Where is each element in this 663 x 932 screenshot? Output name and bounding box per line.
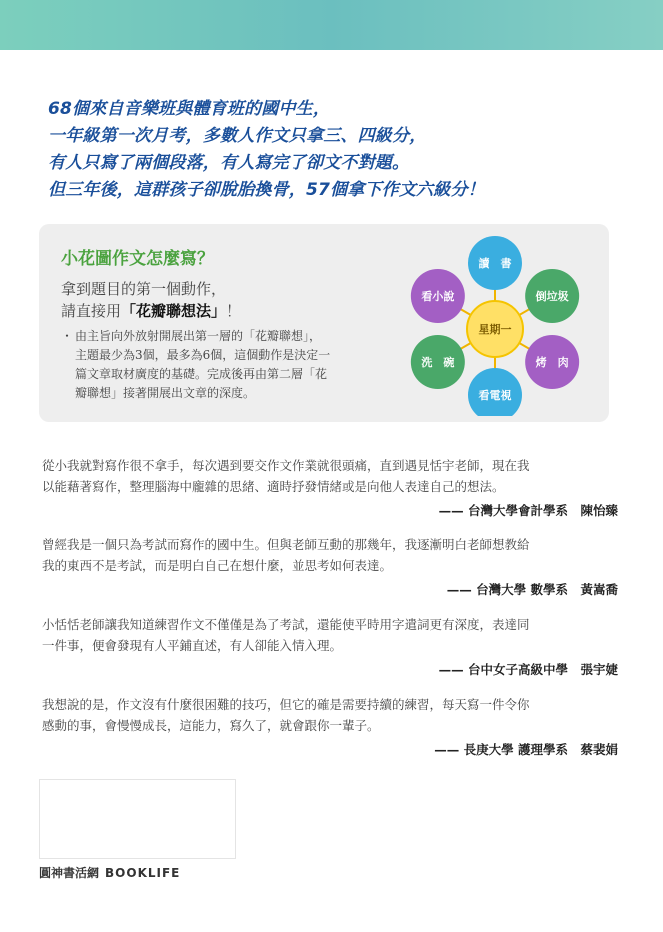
petal-label: 看小說 (421, 290, 455, 303)
testimonial-line: 小恬恬老師讓我知道練習作文不僅僅是為了考試，還能使平時用字遣詞更有深度，表達同 (42, 617, 530, 632)
petal-label: 烤 肉 (535, 356, 569, 369)
testimonial-line: 從小我就對寫作很不拿手，每次遇到要交作文作業就很頭痛，直到遇見恬宇老師，現在我 (42, 458, 530, 473)
testimonial-line: 我的東西不是考試，而是明白自己在想什麼，並思考如何表達。 (42, 558, 393, 573)
headline-line: 但三年後，這群孩子卻脫胎換骨，57個拿下作文六級分！ (48, 180, 485, 200)
panel-body-line: 主題最少為3個，最多為6個，這個動作是決定一 (75, 348, 331, 362)
testimonial-line: 一件事，便會發現有人平鋪直述，有人卻能入情入理。 (42, 638, 343, 653)
footer-logo[interactable] (39, 864, 180, 881)
petal-diagram (400, 236, 590, 416)
petal-label: 讀 書 (478, 257, 512, 270)
panel-subtitle-line2 (61, 300, 241, 321)
testimonial-line: 我想說的是，作文沒有什麼很困難的技巧，但它的確是需要持續的練習，每天寫一件令你 (42, 697, 530, 712)
testimonial-signature: —— 台中女子高級中學 張宇婕 (438, 662, 618, 677)
testimonial (42, 614, 622, 678)
testimonial-signature: —— 長庚大學 護理學系 蔡裴娟 (434, 742, 618, 757)
testimonial-line: 以能藉著寫作，整理腦海中龐雜的思緒、適時抒發情緒或是向他人表達自己的想法。 (42, 479, 505, 494)
panel-body-line: 瓣聯想」接著開展出文章的深度。 (75, 386, 256, 400)
testimonial (42, 694, 622, 758)
image-placeholder (39, 779, 236, 859)
testimonial-signature: —— 台灣大學 數學系 黃嵩喬 (446, 582, 618, 597)
bullet-icon: ・ (61, 329, 74, 343)
testimonial-line: 感動的事，會慢慢成長，這能力，寫久了，就會跟你一輩子。 (42, 718, 380, 733)
panel-body-line: 篇文章取材廣度的基礎。完成後再由第二層「花 (75, 367, 328, 381)
panel-body-text (65, 327, 383, 403)
testimonial (42, 455, 622, 519)
panel-subtitle-line1: 拿到題目的第一個動作， (61, 280, 227, 298)
petal-label: 洗 碗 (421, 356, 455, 369)
subtitle-suffix: ！ (226, 302, 242, 320)
subtitle-prefix: 請直接用 (61, 302, 122, 320)
headline-line: 一年級第一次月考，多數人作文只拿三、四級分， (48, 126, 427, 146)
headline-line: 68個來自音樂班與體育班的國中生， (48, 99, 331, 119)
panel-body-line: 由主旨向外放射開展出第一層的「花瓣聯想」， (75, 329, 322, 343)
testimonial-line: 曾經我是一個只為考試而寫作的國中生。但與老師互動的那幾年，我逐漸明白老師想教給 (42, 537, 530, 552)
testimonial-signature: —— 台灣大學會計學系 陳怡臻 (438, 503, 618, 518)
petal-label: 倒垃圾 (535, 290, 569, 303)
panel-title: 小花圖作文怎麼寫？ (61, 249, 214, 269)
testimonial (42, 534, 622, 598)
panel-body (61, 327, 383, 403)
top-color-band (0, 0, 663, 50)
center-label: 星期一 (478, 323, 512, 336)
logo-text-cn: 圓神書活網 (39, 866, 100, 880)
method-name: 「花瓣聯想法」 (121, 302, 227, 320)
petal-label: 看電視 (478, 389, 512, 402)
headline-line: 有人只寫了兩個段落，有人寫完了卻文不對題。 (48, 153, 410, 173)
headline-block (48, 96, 648, 204)
logo-text-en: BOOKLIFE (105, 866, 181, 880)
